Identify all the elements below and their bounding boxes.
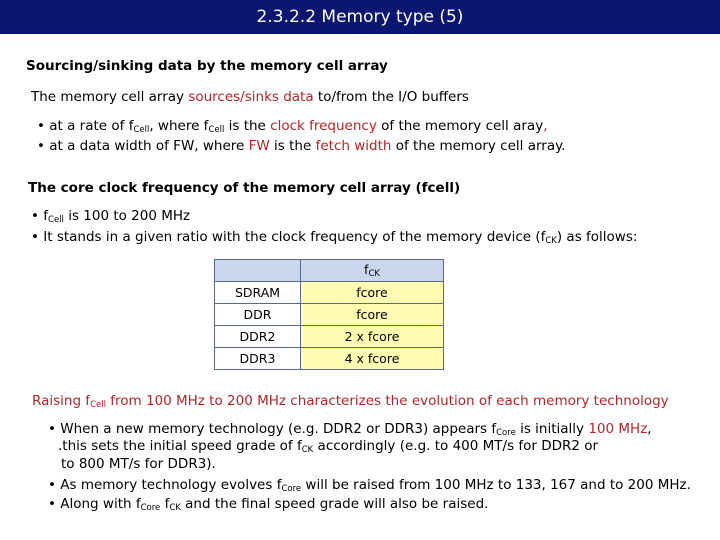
section-heading-raising: [32, 393, 669, 410]
bullet-fcell-range: [31, 208, 190, 225]
table-row: [215, 326, 444, 348]
section-heading-core-clock: The core clock frequency of the memory cell array (fcell): [28, 180, 461, 196]
text: f: [364, 262, 369, 277]
bullet-new-technology-line2: [58, 438, 598, 455]
table-row: [215, 304, 444, 326]
clock-value-cell: 2 x fcore: [301, 326, 444, 348]
memory-type-cell: DDR2: [215, 326, 301, 348]
clock-value-cell: fcore: [301, 304, 444, 326]
text: • at a data width of FW, where: [37, 138, 249, 154]
subscript: Cell: [133, 125, 150, 135]
bullet-rate: [37, 118, 548, 135]
bullet-evolves: [48, 477, 691, 494]
subscript: CK: [301, 445, 314, 455]
text: accordingly (e.g. to 400 MT/s for DDR2 or: [313, 438, 599, 454]
text: • Along with f: [48, 496, 141, 512]
subscript: CK: [545, 236, 557, 246]
text: is the: [269, 138, 316, 154]
text: to/from the I/O buffers: [313, 89, 469, 105]
slide-title: 2.3.2.2 Memory type (5): [256, 7, 464, 27]
memory-type-cell: SDRAM: [215, 282, 301, 304]
bullet-new-technology-line3: to 800 MT/s for DDR3).: [61, 456, 216, 472]
subscript: Cell: [208, 125, 225, 135]
text: from 100 MHz to 200 MHz characterizes the evolution of each memory technology: [105, 393, 669, 409]
text: of the memory cell aray: [376, 118, 544, 134]
table-header-row: [215, 260, 444, 282]
highlight: sources/sinks data: [188, 89, 314, 105]
clock-value-cell: 4 x fcore: [301, 348, 444, 370]
highlight: FW: [248, 138, 270, 154]
subscript: CK: [169, 503, 181, 513]
text: is initially: [515, 421, 589, 437]
text: Raising f: [32, 393, 91, 409]
memory-type-cell: DDR3: [215, 348, 301, 370]
bullet-width: [37, 138, 565, 154]
highlight: ,: [543, 118, 548, 134]
highlight: clock frequency: [270, 118, 377, 134]
text: • It stands in a given ratio with the clock frequency of the memory device (f: [31, 229, 546, 245]
highlight: 100 MHz: [588, 421, 648, 437]
text: .this sets the initial speed grade of f: [58, 438, 302, 454]
memory-type-table: [214, 259, 444, 370]
text: is the: [224, 118, 271, 134]
subscript: Cell: [90, 400, 106, 410]
clock-value-cell: fcore: [301, 282, 444, 304]
intro-line: [31, 89, 469, 105]
bullet-speed-grade: [48, 496, 488, 513]
text: ,: [647, 421, 652, 437]
slide-title-bar: [0, 0, 720, 34]
subscript: CK: [368, 269, 380, 279]
subscript: Cell: [48, 215, 64, 225]
text: • When a new memory technology (e.g. DDR2 or DDR3) appears f: [48, 421, 497, 437]
text: and the final speed grade will also be raised.: [180, 496, 489, 512]
table-row: [215, 282, 444, 304]
subscript: Core: [140, 503, 161, 513]
subscript: Core: [496, 428, 516, 438]
header-fck-cell: [301, 260, 444, 282]
text: • at a rate of f: [37, 118, 134, 134]
section-heading-sourcing: Sourcing/sinking data by the memory cell array: [26, 58, 388, 74]
text: • As memory technology evolves f: [48, 477, 282, 493]
text: of the memory cell array.: [391, 138, 566, 154]
text: f: [160, 496, 170, 512]
subscript: Core: [281, 484, 302, 494]
text: • f: [31, 208, 49, 224]
text: will be raised from 100 MHz to 133, 167 and to 200 MHz.: [301, 477, 691, 493]
table-row: [215, 348, 444, 370]
header-blank-cell: [215, 260, 301, 282]
text: ) as follows:: [556, 229, 638, 245]
text: , where f: [149, 118, 209, 134]
text: The memory cell array: [31, 89, 189, 105]
bullet-new-technology-line1: [48, 421, 652, 438]
bullet-ratio: [31, 229, 637, 246]
highlight: fetch width: [315, 138, 392, 154]
memory-type-cell: DDR: [215, 304, 301, 326]
text: is 100 to 200 MHz: [63, 208, 191, 224]
